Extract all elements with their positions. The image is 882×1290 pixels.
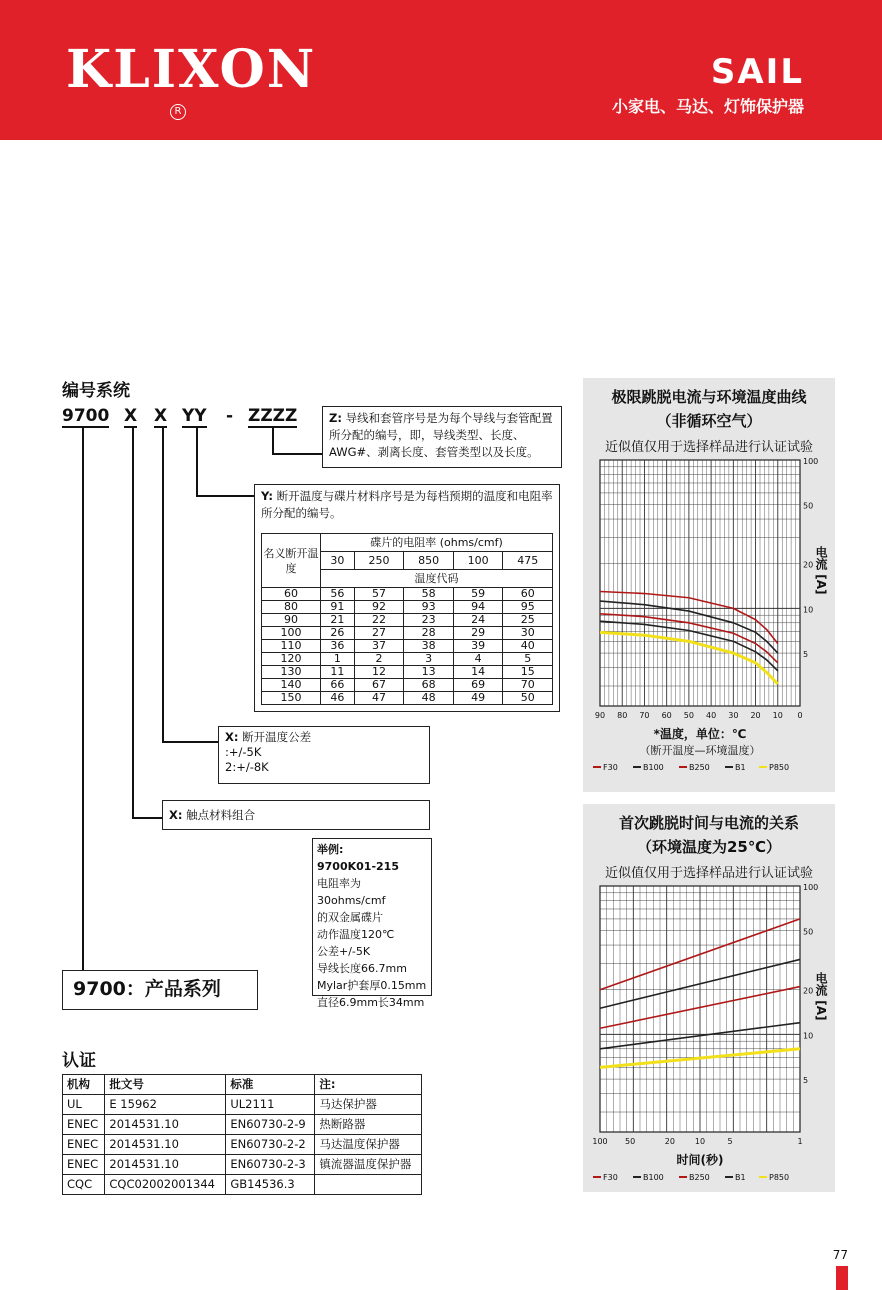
code-cell: 4 <box>453 653 503 666</box>
x-tick-label: 20 <box>750 711 761 720</box>
z-text: 导线和套管序号是为每个导线与套管配置所分配的编号，即，导线类型、长度、AWG#、剥离长度、套管类型以及长度。 <box>329 411 553 459</box>
code-cell: 30 <box>503 627 553 640</box>
code-cell: 92 <box>354 601 404 614</box>
code-cell: 95 <box>503 601 553 614</box>
x1-label: X: <box>225 730 239 744</box>
temperature-code-table <box>261 533 553 705</box>
resistivity-value: 100 <box>453 552 503 570</box>
cert-cell: ENEC <box>63 1155 105 1175</box>
connector-line <box>272 453 322 455</box>
chart2-subtitle: （环境温度为25℃） <box>636 838 782 856</box>
connector-line <box>162 741 218 743</box>
cert-header: 批文号 <box>105 1075 226 1095</box>
legend-item: P850 <box>769 763 790 772</box>
z-box <box>322 406 562 468</box>
x2-label: X: <box>169 808 183 822</box>
temp-cell: 150 <box>262 692 321 705</box>
code-cell: 57 <box>354 588 404 601</box>
y-text: 断开温度与碟片材料序号是为每档预期的温度和电阻率所分配的编号。 <box>261 489 553 520</box>
legend-item: B1 <box>735 1173 746 1182</box>
code-cell: 38 <box>404 640 454 653</box>
chart1-svg <box>583 458 835 792</box>
code-cell: 49 <box>453 692 503 705</box>
code-cell: 68 <box>404 679 454 692</box>
y-tick-label: 20 <box>803 986 814 996</box>
x-tick-label: 50 <box>625 1137 636 1146</box>
table-row <box>262 601 553 614</box>
example-box <box>312 838 432 1009</box>
resistivity-value: 30 <box>321 552 355 570</box>
x-tick-label: 10 <box>694 1137 706 1146</box>
code-cell: 24 <box>453 614 503 627</box>
code-cell: 14 <box>453 666 503 679</box>
legend-item: F30 <box>603 763 618 772</box>
cert-header-row <box>63 1075 422 1095</box>
code-part-zzzz: ZZZZ <box>248 406 298 426</box>
chart1-title: 极限跳脱电流与环境温度曲线 <box>611 388 807 406</box>
temp-cell: 60 <box>262 588 321 601</box>
x-tick-label: 100 <box>592 1137 608 1146</box>
code-part-9700: 9700 <box>62 406 110 426</box>
temp-cell: 90 <box>262 614 321 627</box>
code-cell: 39 <box>453 640 503 653</box>
code-cell: 22 <box>354 614 404 627</box>
x1-line2: :+/-5K <box>225 745 262 759</box>
x2-text: 触点材料组合 <box>186 808 256 822</box>
code-cell: 36 <box>321 640 355 653</box>
example-line: 直径6.9mm长34mm <box>317 996 425 1009</box>
x-tick-label: 70 <box>639 711 650 720</box>
example-line: 动作温度120℃ <box>317 928 395 941</box>
cert-cell: UL2111 <box>226 1095 315 1115</box>
code-cell: 40 <box>503 640 553 653</box>
connector-line <box>162 428 164 742</box>
resistivity-value: 475 <box>503 552 553 570</box>
table-row <box>262 640 553 653</box>
table-row <box>262 653 553 666</box>
cert-header: 标准 <box>226 1075 315 1095</box>
brand-sail: SAIL <box>710 52 804 92</box>
code-cell: 37 <box>354 640 404 653</box>
example-title: 举例: <box>317 843 344 856</box>
code-part-yy: YY <box>182 406 207 426</box>
code-dash: - <box>226 406 234 426</box>
code-cell: 15 <box>503 666 553 679</box>
nominal-temp-header: 名义断开温度 <box>262 534 321 588</box>
cert-cell: UL <box>63 1095 105 1115</box>
connector-line <box>196 428 198 496</box>
y-tick-label: 50 <box>803 927 814 937</box>
example-line: 导线长度66.7mm <box>317 962 407 975</box>
code-cell: 70 <box>503 679 553 692</box>
chart1-subtitle: （非循环空气） <box>656 412 762 430</box>
cert-cell: 马达保护器 <box>315 1095 422 1115</box>
cert-cell: CQC <box>63 1175 105 1195</box>
temp-cell: 120 <box>262 653 321 666</box>
code-cell: 28 <box>404 627 454 640</box>
resistivity-value: 250 <box>354 552 404 570</box>
x-axis-label: 时间(秒) <box>676 1153 724 1167</box>
y-tick-label: 100 <box>803 458 819 466</box>
x-contact-box <box>162 800 430 830</box>
code-cell: 21 <box>321 614 355 627</box>
code-cell: 58 <box>404 588 454 601</box>
connector-line <box>132 428 134 818</box>
x-tick-label: 5 <box>727 1137 733 1146</box>
page-number: 77 <box>832 1248 848 1262</box>
y-axis-label: 电流 [A] <box>814 546 828 595</box>
table-row <box>63 1135 422 1155</box>
connector-line <box>82 428 84 988</box>
connector-line <box>132 817 162 819</box>
example-line: 公差+/-5K <box>317 945 371 958</box>
chart2-note: 近似值仅用于选择样品进行认证试验 <box>604 866 813 881</box>
temp-cell: 140 <box>262 679 321 692</box>
example-code: 9700K01-215 <box>317 860 399 873</box>
cert-cell <box>315 1175 422 1195</box>
y-tick-label: 5 <box>803 1076 809 1086</box>
klixon-logo: KLIXON <box>66 39 317 100</box>
cert-cell: ENEC <box>63 1115 105 1135</box>
cert-cell: 2014531.10 <box>105 1155 226 1175</box>
y-axis-label: 电流 [A] <box>814 972 828 1021</box>
y-tick-label: 5 <box>803 650 809 660</box>
chart2-panel <box>583 804 835 1192</box>
cert-header: 机构 <box>63 1075 105 1095</box>
example-line: 电阻率为30ohms/cmf <box>317 877 386 907</box>
cert-cell: 2014531.10 <box>105 1115 226 1135</box>
code-cell: 12 <box>354 666 404 679</box>
legend-item: B250 <box>689 1173 710 1182</box>
example-lines <box>317 875 427 1011</box>
code-cell: 66 <box>321 679 355 692</box>
connector-line <box>196 495 254 497</box>
numbering-title: 编号系统 <box>62 381 130 401</box>
table-row <box>262 627 553 640</box>
plot-area <box>600 460 800 706</box>
cert-cell: GB14536.3 <box>226 1175 315 1195</box>
y-tick-label: 50 <box>803 501 814 511</box>
cert-cell: 2014531.10 <box>105 1135 226 1155</box>
code-cell: 3 <box>404 653 454 666</box>
code-cell: 1 <box>321 653 355 666</box>
resistivity-header: 碟片的电阻率 (ohms/cmf) <box>321 534 553 552</box>
registered-mark: R <box>170 104 186 120</box>
table-row <box>63 1175 422 1195</box>
chart2-title: 首次跳脱时间与电流的关系 <box>618 814 799 832</box>
z-label: Z: <box>329 411 342 425</box>
cert-cell: 镇流器温度保护器 <box>315 1155 422 1175</box>
y-label: Y: <box>261 489 273 503</box>
code-cell: 67 <box>354 679 404 692</box>
cert-cell: 马达温度保护器 <box>315 1135 422 1155</box>
legend-item: B100 <box>643 1173 664 1182</box>
x-axis-label-2: （断开温度—环境温度） <box>639 744 761 757</box>
code-cell: 56 <box>321 588 355 601</box>
code-cell: 93 <box>404 601 454 614</box>
code-cell: 48 <box>404 692 454 705</box>
table-row <box>262 666 553 679</box>
x-tick-label: 50 <box>683 711 694 720</box>
code-cell: 69 <box>453 679 503 692</box>
table-row <box>262 692 553 705</box>
x1-line1: 断开温度公差 <box>242 730 312 744</box>
code-cell: 25 <box>503 614 553 627</box>
cert-cell: EN60730-2-9 <box>226 1115 315 1135</box>
code-cell: 47 <box>354 692 404 705</box>
code-cell: 5 <box>503 653 553 666</box>
code-cell: 46 <box>321 692 355 705</box>
temp-cell: 100 <box>262 627 321 640</box>
code-cell: 13 <box>404 666 454 679</box>
table-row <box>63 1095 422 1115</box>
code-part-x2: X <box>154 406 168 426</box>
temp-cell: 80 <box>262 601 321 614</box>
cert-header: 注: <box>315 1075 422 1095</box>
chart1-panel <box>583 378 835 792</box>
chart2-svg <box>583 884 835 1192</box>
code-cell: 50 <box>503 692 553 705</box>
y-tick-label: 100 <box>803 884 819 892</box>
code-part-x1: X <box>124 406 138 426</box>
code-cell: 26 <box>321 627 355 640</box>
code-cell: 23 <box>404 614 454 627</box>
cert-cell: CQC02002001344 <box>105 1175 226 1195</box>
x1-line3: 2:+/-8K <box>225 760 269 774</box>
x-tick-label: 80 <box>617 711 628 720</box>
x-axis-label: *温度，单位：℃ <box>653 727 747 741</box>
x-tick-label: 60 <box>661 711 672 720</box>
connector-line <box>272 428 274 454</box>
cert-cell: ENEC <box>63 1135 105 1155</box>
legend-item: P850 <box>769 1173 790 1182</box>
example-line: 的双金属碟片 <box>317 911 383 924</box>
resistivity-value: 850 <box>404 552 454 570</box>
certification-title: 认证 <box>62 1051 96 1071</box>
code-cell: 11 <box>321 666 355 679</box>
cert-cell: EN60730-2-2 <box>226 1135 315 1155</box>
y-box <box>254 484 560 712</box>
table-row <box>63 1115 422 1135</box>
y-tick-label: 10 <box>803 1031 814 1041</box>
y-tick-label: 10 <box>803 605 814 615</box>
y-tick-label: 20 <box>803 560 814 570</box>
legend-item: B100 <box>643 763 664 772</box>
code-cell: 59 <box>453 588 503 601</box>
legend-item: F30 <box>603 1173 618 1182</box>
cert-cell: E 15962 <box>105 1095 226 1115</box>
table-row <box>262 588 553 601</box>
table-row <box>63 1155 422 1175</box>
header-subtitle: 小家电、马达、灯饰保护器 <box>611 97 804 116</box>
code-cell: 2 <box>354 653 404 666</box>
legend-item: B250 <box>689 763 710 772</box>
cert-cell: EN60730-2-3 <box>226 1155 315 1175</box>
x-tick-label: 0 <box>797 711 803 720</box>
page-red-tab <box>836 1266 848 1290</box>
cert-cell: 热断路器 <box>315 1115 422 1135</box>
table-row <box>262 614 553 627</box>
temp-code-header: 温度代码 <box>321 570 553 588</box>
x-tick-label: 90 <box>594 711 606 720</box>
legend-item: B1 <box>735 763 746 772</box>
temp-cell: 130 <box>262 666 321 679</box>
series-text: 9700：产品系列 <box>73 978 221 1000</box>
series-box <box>62 970 258 1010</box>
certification-table <box>62 1074 422 1195</box>
code-cell: 94 <box>453 601 503 614</box>
x-tick-label: 20 <box>664 1137 675 1146</box>
x-tick-label: 10 <box>772 711 783 720</box>
code-cell: 27 <box>354 627 404 640</box>
x-tick-label: 1 <box>797 1137 803 1146</box>
x-tick-label: 40 <box>706 711 717 720</box>
chart1-note: 近似值仅用于选择样品进行认证试验 <box>604 440 813 455</box>
example-line: Mylar护套厚0.15mm <box>317 979 427 992</box>
code-cell: 29 <box>453 627 503 640</box>
x-tick-label: 30 <box>728 711 739 720</box>
code-cell: 91 <box>321 601 355 614</box>
temp-cell: 110 <box>262 640 321 653</box>
code-cell: 60 <box>503 588 553 601</box>
x-tolerance-box <box>218 726 430 784</box>
table-row <box>262 679 553 692</box>
